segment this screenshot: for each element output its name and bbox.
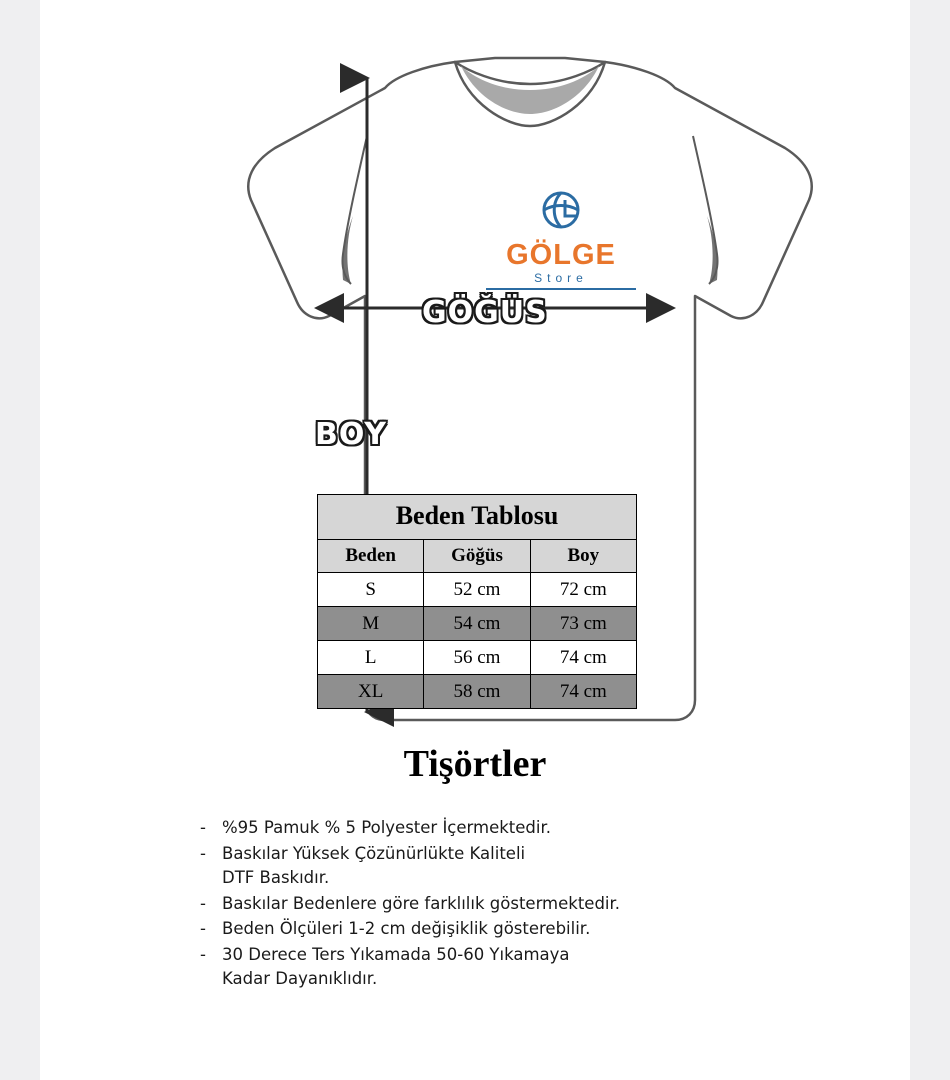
- size-table-title: Beden Tablosu: [318, 495, 637, 540]
- brand-subtitle: Store: [534, 271, 588, 285]
- list-item-line1: Baskılar Yüksek Çözünürlükte Kaliteli: [222, 843, 526, 863]
- list-item-text: Beden Ölçüleri 1-2 cm değişiklik gösterebilir.: [222, 919, 591, 938]
- chest-measure-label: GÖĞÜS: [422, 295, 548, 330]
- list-item-line1: 30 Derece Ters Yıkamada 50-60 Yıkamaya: [222, 944, 570, 964]
- column-header-boy: Boy: [530, 540, 636, 573]
- list-item: [200, 944, 840, 988]
- list-item-text: %95 Pamuk % 5 Polyester İçermektedir.: [222, 818, 551, 837]
- cell-length: 73 cm: [530, 607, 636, 641]
- brand-underline: [486, 288, 636, 290]
- product-details-list: [200, 820, 840, 997]
- cell-chest: 52 cm: [424, 573, 530, 607]
- left-gray-gutter: [0, 0, 40, 800]
- brand-logo: [476, 190, 646, 290]
- list-item-text: [222, 843, 840, 887]
- list-item: [200, 843, 840, 887]
- list-item: [200, 893, 840, 913]
- cell-size: M: [318, 607, 424, 641]
- bullet-dash-icon: -: [200, 818, 206, 837]
- table-row: [318, 573, 637, 607]
- cell-length: 74 cm: [530, 675, 636, 709]
- brand-name: GÖLGE: [506, 239, 616, 271]
- cell-length: 72 cm: [530, 573, 636, 607]
- size-table-header-row: [318, 540, 637, 573]
- column-header-beden: Beden: [318, 540, 424, 573]
- size-table: [317, 494, 637, 709]
- cell-size: S: [318, 573, 424, 607]
- table-row: [318, 607, 637, 641]
- cell-chest: 58 cm: [424, 675, 530, 709]
- cell-chest: 54 cm: [424, 607, 530, 641]
- bullet-dash-icon: -: [200, 919, 206, 938]
- gl-monogram-icon: [476, 190, 646, 238]
- list-item-text: Baskılar Bedenlere göre farklılık göstermektedir.: [222, 893, 621, 913]
- cell-chest: 56 cm: [424, 641, 530, 675]
- column-header-gogus: Göğüs: [424, 540, 530, 573]
- list-item: [200, 820, 840, 837]
- table-row: [318, 641, 637, 675]
- page-title: Tişörtler: [403, 743, 547, 785]
- cell-size: XL: [318, 675, 424, 709]
- table-row: [318, 675, 637, 709]
- cell-size: L: [318, 641, 424, 675]
- list-item: [200, 921, 840, 938]
- list-item-line2: DTF Baskıdır.: [222, 868, 330, 887]
- right-gray-gutter: [910, 0, 950, 800]
- bullet-dash-icon: -: [200, 843, 206, 863]
- list-item-text: [222, 944, 840, 988]
- length-measure-label: BOY: [315, 417, 388, 452]
- list-item-line2: Kadar Dayanıklıdır.: [222, 969, 378, 988]
- bullet-dash-icon: -: [200, 893, 206, 913]
- bullet-dash-icon: -: [200, 944, 206, 964]
- cell-length: 74 cm: [530, 641, 636, 675]
